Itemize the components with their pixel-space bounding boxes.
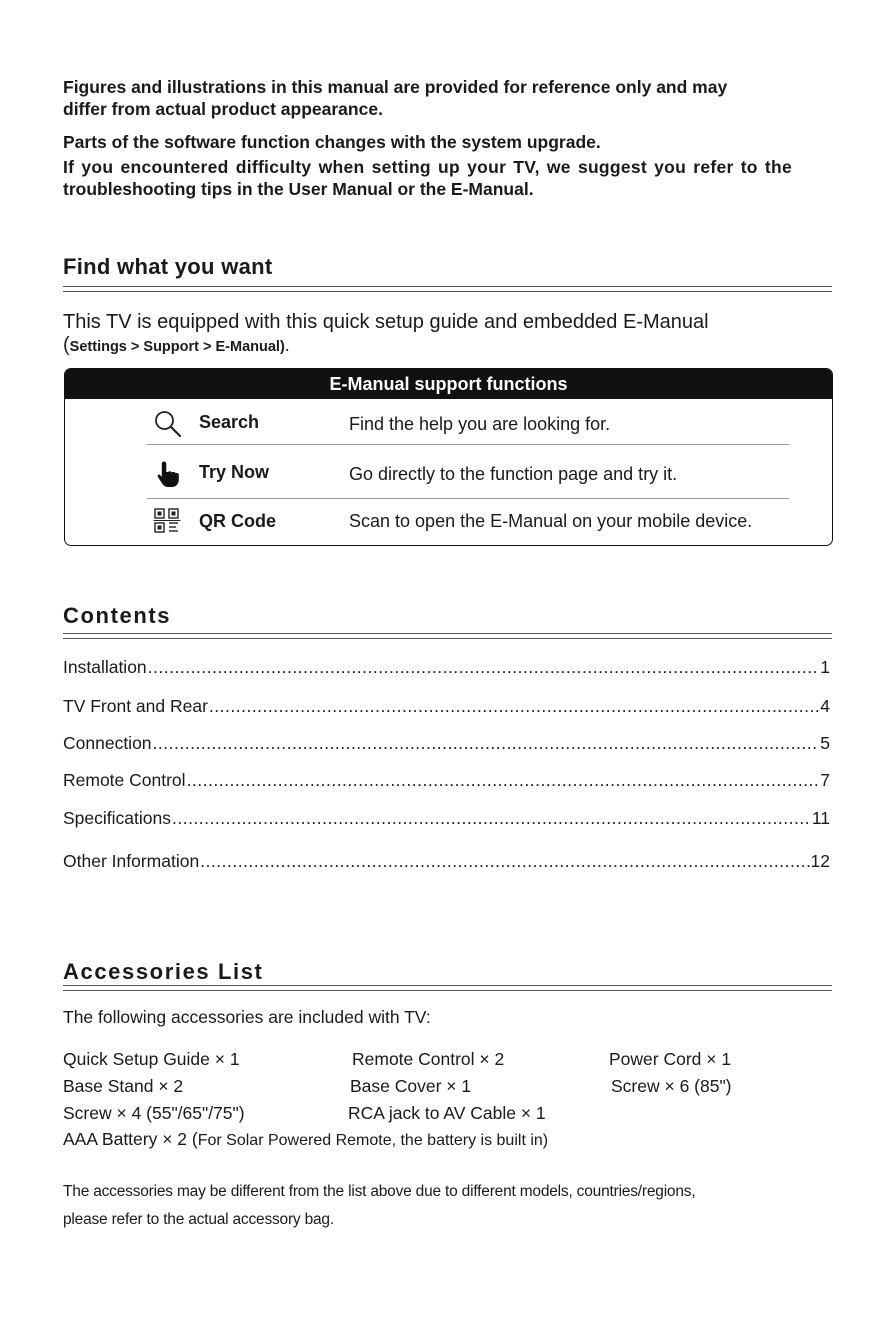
toc-page-number: 1: [820, 657, 830, 677]
notice-line-5: troubleshooting tips in the User Manual or the E-Manual.: [63, 179, 534, 199]
accessory-item: Quick Setup Guide × 1: [63, 1049, 240, 1069]
toc-label: Other Information: [63, 851, 200, 871]
function-row-search: [65, 405, 832, 455]
function-divider: [147, 444, 789, 445]
toc-label: Connection: [63, 733, 152, 753]
accessory-item: Power Cord × 1: [609, 1049, 732, 1069]
toc-entry-connection[interactable]: [63, 733, 830, 754]
toc-page-number: 7: [820, 770, 830, 790]
find-intro-line2: [63, 334, 290, 357]
toc-leader-dots: [187, 770, 820, 791]
find-heading: Find what you want: [63, 254, 273, 279]
intro-menu-path: Settings > Support > E-Manual): [69, 339, 285, 355]
qr-code-icon: [153, 507, 181, 535]
accessory-battery: [63, 1129, 548, 1150]
function-desc-search: Find the help you are looking for.: [349, 414, 611, 434]
accessories-heading: Accessories List: [63, 959, 264, 984]
find-intro-line1: This TV is equipped with this quick setup guide and embedded E-Manual: [63, 311, 709, 333]
contents-heading-rule: [63, 633, 832, 639]
toc-page-number: 5: [820, 733, 830, 753]
battery-note: For Solar Powered Remote, the battery is built in): [197, 1132, 549, 1149]
toc-leader-dots: [153, 733, 820, 754]
function-divider: [147, 498, 789, 499]
toc-entry-remote-control[interactable]: [63, 770, 830, 791]
accessory-item: Screw × 4 (55"/65"/75"): [63, 1103, 245, 1123]
intro-open-paren: (: [63, 334, 70, 356]
magnifier-icon: [153, 409, 183, 439]
accessories-note-line2: please refer to the actual accessory bag.: [63, 1211, 334, 1228]
find-heading-rule: [63, 286, 832, 292]
function-row-qr-code: [65, 505, 832, 546]
function-desc-try-now: Go directly to the function page and try it.: [349, 464, 678, 484]
toc-entry-other-information[interactable]: [63, 851, 830, 872]
accessories-note-line1: The accessories may be different from the list above due to different models, countries/regions,: [63, 1183, 696, 1200]
accessories-intro: The following accessories are included with TV:: [63, 1007, 431, 1027]
notice-line-2: differ from actual product appearance.: [63, 99, 383, 119]
toc-entry-tv-front-rear[interactable]: [63, 696, 830, 717]
toc-label: Remote Control: [63, 770, 186, 790]
notice-line-4: If you encountered difficulty when setting up your TV, we suggest you refer to the: [63, 157, 792, 177]
emanual-functions-box: [64, 368, 833, 546]
toc-leader-dots: [148, 657, 820, 678]
toc-page-number: 4: [820, 696, 830, 716]
function-name-try-now: Try Now: [199, 462, 270, 482]
toc-leader-dots: [172, 808, 811, 829]
function-name-qr-code: QR Code: [199, 511, 277, 531]
accessory-item: Screw × 6 (85"): [611, 1076, 732, 1096]
function-name-search: Search: [199, 412, 260, 432]
toc-page-number: 11: [811, 808, 830, 828]
intro-period: .: [284, 335, 290, 355]
battery-item: AAA Battery × 2 (: [63, 1129, 198, 1149]
accessory-item: RCA jack to AV Cable × 1: [348, 1103, 546, 1123]
notice-line-3: Parts of the software function changes with the system upgrade.: [63, 132, 601, 152]
contents-heading: Contents: [63, 603, 172, 628]
function-desc-qr-code: Scan to open the E-Manual on your mobile device.: [349, 511, 753, 531]
accessories-heading-rule: [63, 985, 832, 991]
notice-line-1: Figures and illustrations in this manual are provided for reference only and may: [63, 77, 728, 97]
hand-pointer-icon: [153, 459, 183, 489]
toc-leader-dots: [209, 696, 819, 717]
toc-label: TV Front and Rear: [63, 696, 208, 716]
toc-label: Installation: [63, 657, 147, 677]
toc-label: Specifications: [63, 808, 171, 828]
accessory-item: Base Cover × 1: [350, 1076, 472, 1096]
emanual-box-title: E-Manual support functions: [65, 369, 832, 399]
toc-page-number: 12: [810, 851, 830, 871]
accessory-item: Base Stand × 2: [63, 1076, 184, 1096]
toc-entry-specifications[interactable]: [63, 808, 830, 829]
toc-entry-installation[interactable]: [63, 657, 830, 678]
accessory-item: Remote Control × 2: [352, 1049, 505, 1069]
toc-leader-dots: [200, 851, 809, 872]
